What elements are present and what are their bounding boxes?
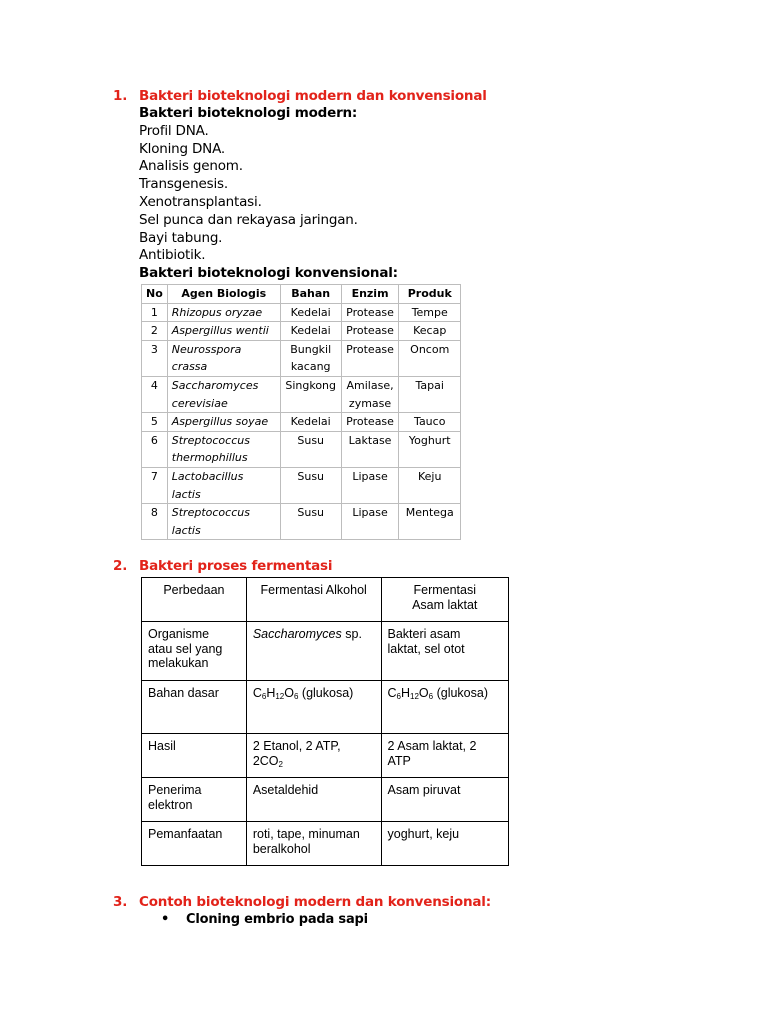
modern-item: Antibiotik. <box>139 247 206 264</box>
table-row <box>142 734 509 778</box>
cell-agent <box>167 504 280 540</box>
cell-no: 4 <box>142 376 168 412</box>
conventional-biotech-table <box>141 284 461 540</box>
agent-line: lactis <box>171 523 201 537</box>
formula-h: H <box>400 686 411 700</box>
cell-line: laktat, sel otot <box>387 641 465 656</box>
co2-sub: 2 <box>278 759 283 769</box>
row-label <box>142 778 247 822</box>
cell-laktat <box>381 681 509 734</box>
cell-produk: Tauco <box>399 413 461 432</box>
row-label: Hasil <box>142 734 247 778</box>
cell-produk: Tapai <box>399 376 461 412</box>
formula-o: O <box>418 686 429 700</box>
section-1-number: 1. <box>113 88 128 104</box>
formula-sub: 6 <box>293 692 299 701</box>
header-no: No <box>142 285 168 304</box>
label-line: Penerima <box>148 783 202 797</box>
section-3-heading <box>113 894 491 910</box>
cell-no: 8 <box>142 504 168 540</box>
header-line: Asam laktat <box>412 597 478 612</box>
section-1-title: Bakteri bioteknologi modern dan konvensional <box>139 88 487 104</box>
table-header-row <box>142 285 461 304</box>
cell-line: ATP <box>387 753 411 768</box>
cell-produk: Oncom <box>399 340 461 376</box>
table-row <box>142 376 461 412</box>
cell-agent: Aspergillus wentii <box>167 322 280 341</box>
formula-sub: 6 <box>396 692 401 701</box>
cell-line: 2 Asam laktat, 2 <box>387 739 477 753</box>
agent-line: lactis <box>171 487 201 501</box>
agent-line: Saccharomyces <box>171 378 259 392</box>
modern-heading: Bakteri bioteknologi modern: <box>139 105 358 121</box>
formula-suffix: (glukosa) <box>298 686 354 700</box>
formula-sub: 6 <box>428 692 434 701</box>
cell-no: 1 <box>142 303 168 322</box>
cell-line: 2 Etanol, 2 ATP, <box>252 739 341 753</box>
cell-bahan: Susu <box>280 431 341 467</box>
cell-laktat: Asam piruvat <box>381 778 509 822</box>
cell-bahan: Kedelai <box>280 322 341 341</box>
header-fermentasi-alkohol: Fermentasi Alkohol <box>246 578 381 622</box>
header-fermentasi-asam-laktat <box>381 578 509 622</box>
formula-c: C <box>252 686 262 700</box>
cell-enzim: Protease <box>341 340 399 376</box>
cell-no: 6 <box>142 431 168 467</box>
formula-o: O <box>284 686 294 700</box>
table-row <box>142 504 461 540</box>
modern-item: Profil DNA. <box>139 122 209 139</box>
bullet-dot-icon: • <box>161 912 170 927</box>
agent-line: crassa <box>171 360 208 374</box>
cell-agent: Aspergillus soyae <box>167 413 280 432</box>
cell-no: 3 <box>142 340 168 376</box>
cell-no: 5 <box>142 413 168 432</box>
cell-produk: Yoghurt <box>399 431 461 467</box>
cell-no: 7 <box>142 467 168 503</box>
header-bahan: Bahan <box>280 285 341 304</box>
cell-produk: Tempe <box>399 303 461 322</box>
agent-line: cerevisiae <box>171 396 228 410</box>
cell-produk: Keju <box>399 467 461 503</box>
section-1-heading <box>113 88 487 104</box>
header-enzim: Enzim <box>341 285 399 304</box>
cell-enzim: Protease <box>341 322 399 341</box>
cell-enzim: Protease <box>341 303 399 322</box>
cell-agent: Rhizopus oryzae <box>167 303 280 322</box>
bullet-item <box>161 912 368 927</box>
table-row <box>142 467 461 503</box>
section-2-title: Bakteri proses fermentasi <box>139 558 333 574</box>
cell-line: Bakteri asam <box>387 627 461 641</box>
agent-line: Lactobacillus <box>171 469 244 483</box>
cell-enzim <box>341 376 399 412</box>
cell-alkohol <box>246 734 381 778</box>
section-1-body <box>139 105 398 283</box>
cell-bahan: Kedelai <box>280 303 341 322</box>
cell-agent <box>167 340 280 376</box>
row-label: Pemanfaatan <box>142 822 247 866</box>
header-produk: Produk <box>399 285 461 304</box>
table-row <box>142 413 461 432</box>
modern-item: Transgenesis. <box>139 176 228 193</box>
table-row <box>142 303 461 322</box>
modern-item: Kloning DNA. <box>139 140 225 157</box>
cell-alkohol <box>246 822 381 866</box>
modern-item: Analisis genom. <box>139 158 243 175</box>
row-label: Bahan dasar <box>142 681 247 734</box>
species-suffix: sp. <box>341 627 362 641</box>
cell-alkohol: Asetaldehid <box>246 778 381 822</box>
agent-line: Neurosspora <box>171 342 242 356</box>
cell-bahan: Singkong <box>280 376 341 412</box>
modern-item: Sel punca dan rekayasa jaringan. <box>139 211 358 228</box>
cell-alkohol <box>246 622 381 681</box>
cell-enzim: Laktase <box>341 431 399 467</box>
cell-line: roti, tape, minuman <box>252 827 360 841</box>
cell-agent <box>167 431 280 467</box>
label-line: melakukan <box>148 656 209 670</box>
table-row <box>142 322 461 341</box>
table-header-row <box>142 578 509 622</box>
section-2-heading <box>113 558 332 574</box>
cell-enzim: Lipase <box>341 504 399 540</box>
bullet-text: Cloning embrio pada sapi <box>186 912 368 927</box>
cell-bahan: Susu <box>280 504 341 540</box>
row-label <box>142 622 247 681</box>
cell-bahan <box>280 340 341 376</box>
table-row <box>142 340 461 376</box>
formula-h: H <box>266 686 276 700</box>
modern-item: Bayi tabung. <box>139 229 223 246</box>
formula-suffix: (glukosa) <box>433 686 488 700</box>
table-row <box>142 622 509 681</box>
cell-bahan: Kedelai <box>280 413 341 432</box>
cell-produk: Kecap <box>399 322 461 341</box>
cell-no: 2 <box>142 322 168 341</box>
label-line: elektron <box>148 797 193 812</box>
cell-bahan: Susu <box>280 467 341 503</box>
formula-sub: 12 <box>410 692 419 701</box>
header-perbedaan: Perbedaan <box>142 578 247 622</box>
cell-laktat <box>381 734 509 778</box>
formula-c: C <box>387 686 397 700</box>
section-3-number: 3. <box>113 894 128 910</box>
cell-agent <box>167 467 280 503</box>
formula-sub: 6 <box>261 692 267 701</box>
cell-line: beralkohol <box>252 841 311 856</box>
cell-enzim: Lipase <box>341 467 399 503</box>
header-line: Fermentasi <box>413 583 477 597</box>
enzim-line: zymase <box>348 396 392 410</box>
conventional-heading: Bakteri bioteknologi konvensional: <box>139 265 398 282</box>
cell-produk: Mentega <box>399 504 461 540</box>
header-agen-biologis: Agen Biologis <box>167 285 280 304</box>
agent-line: Streptococcus <box>171 433 250 447</box>
enzim-line: Amilase, <box>346 378 394 392</box>
co2-text: 2CO <box>252 753 279 768</box>
table-row <box>142 822 509 866</box>
cell-alkohol <box>246 681 381 734</box>
agent-line: thermophillus <box>171 451 248 465</box>
table-row <box>142 778 509 822</box>
agent-line: Streptococcus <box>171 506 250 520</box>
formula-sub: 12 <box>275 692 285 701</box>
cell-agent <box>167 376 280 412</box>
bahan-line: Bungkil <box>290 342 332 356</box>
section-2-number: 2. <box>113 558 128 574</box>
label-line: Organisme <box>148 627 210 641</box>
fermentation-table <box>141 577 509 866</box>
section-3-title: Contoh bioteknologi modern dan konvensional: <box>139 894 491 910</box>
table-row <box>142 431 461 467</box>
modern-item: Xenotransplantasi. <box>139 193 262 210</box>
cell-laktat <box>381 622 509 681</box>
species-name: Saccharomyces <box>252 627 342 641</box>
cell-enzim: Protease <box>341 413 399 432</box>
label-line: atau sel yang <box>148 641 223 656</box>
bahan-line: kacang <box>290 360 331 374</box>
table-row <box>142 681 509 734</box>
cell-laktat: yoghurt, keju <box>381 822 509 866</box>
